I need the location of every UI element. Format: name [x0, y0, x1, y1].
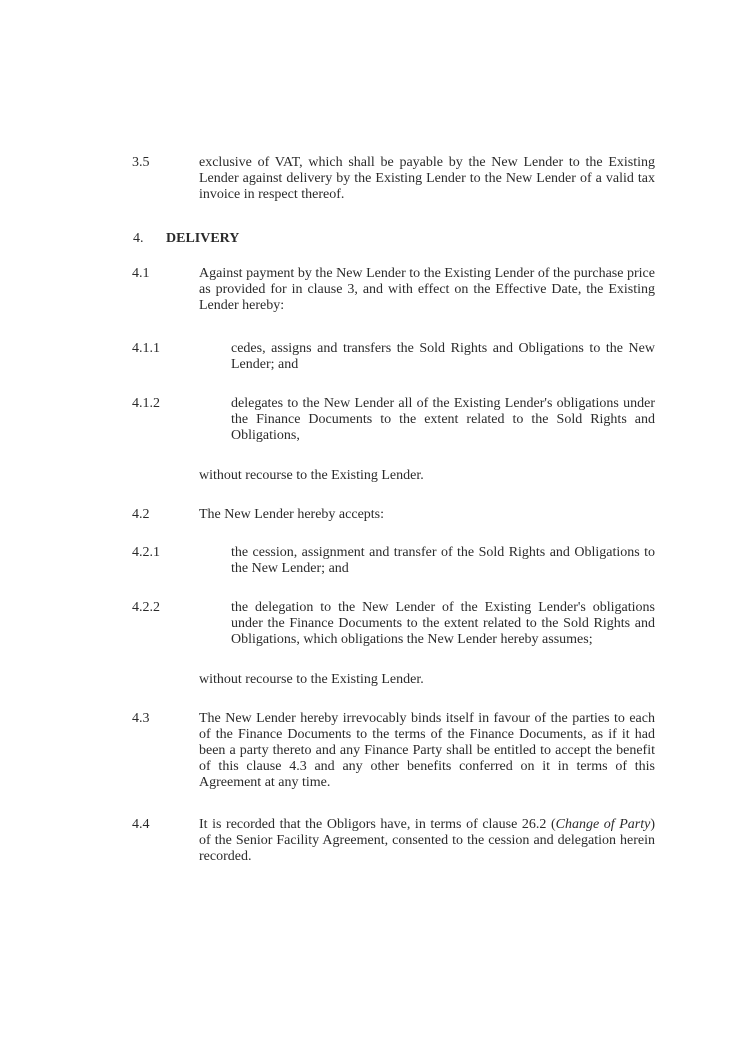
section-4-number: 4. [133, 231, 144, 246]
clause-4-4-text-italic: Change of Party [555, 817, 651, 832]
clause-4-4-text [199, 817, 655, 865]
clause-4-4-text-before: It is recorded that the Obligors have, in terms of clause 26.2 ( [199, 817, 556, 832]
clause-4-3-number: 4.3 [132, 711, 150, 726]
clause-4-1-1-text: cedes, assigns and transfers the Sold Rights and Obligations to the New Lender; and [231, 341, 655, 372]
clause-3-5-text: exclusive of VAT, which shall be payable by the New Lender to the Existing Lender against delivery by the Existing Lender to the New Lender of a valid tax invoice in respect thereof. [199, 155, 655, 202]
clause-4-2-number: 4.2 [132, 507, 150, 522]
clause-4-2-1-text: the cession, assignment and transfer of the Sold Rights and Obligations to the New Lender; and [231, 545, 655, 576]
clause-4-2-text: The New Lender hereby accepts: [199, 507, 385, 522]
clause-4-2-2-text: the delegation to the New Lender of the Existing Lender's obligations under the Finance Documents to the extent related to the Sold Rights and Obligations, which obligations the New Lender hereby assumes; [231, 600, 655, 647]
section-4-title: DELIVERY [166, 231, 240, 246]
clause-4-1-2-number: 4.1.2 [132, 396, 160, 411]
clause-4-4-text-after: ) of the Senior Facility Agreement, consented to the cession and delegation herein recorded. [199, 817, 655, 864]
clause-4-1-text: Against payment by the New Lender to the Existing Lender of the purchase price as provided for in clause 3, and with effect on the Effective Date, the Existing Lender hereby: [199, 266, 655, 313]
clause-4-3-text: The New Lender hereby irrevocably binds itself in favour of the parties to each of the Finance Documents to the terms of the Finance Documents, as if it had been a party thereto and any Finance Party shall be entitled to accept the benefit of this clause 4.3 and any other benefits conferred on it in terms of this Agreement at any time. [199, 711, 655, 790]
clause-4-2-1-number: 4.2.1 [132, 545, 160, 560]
clause-3-5-number: 3.5 [132, 155, 150, 170]
clause-4-1-1-number: 4.1.1 [132, 341, 160, 356]
clause-4-1-number: 4.1 [132, 266, 150, 281]
clause-4-1-2-text: delegates to the New Lender all of the Existing Lender's obligations under the Finance Documents to the extent related to the Sold Rights and Obligations, [231, 396, 655, 443]
clause-4-1-tail: without recourse to the Existing Lender. [199, 468, 424, 483]
clause-4-2-2-number: 4.2.2 [132, 600, 160, 615]
clause-4-2-tail: without recourse to the Existing Lender. [199, 672, 424, 687]
clause-4-4-number: 4.4 [132, 817, 150, 832]
